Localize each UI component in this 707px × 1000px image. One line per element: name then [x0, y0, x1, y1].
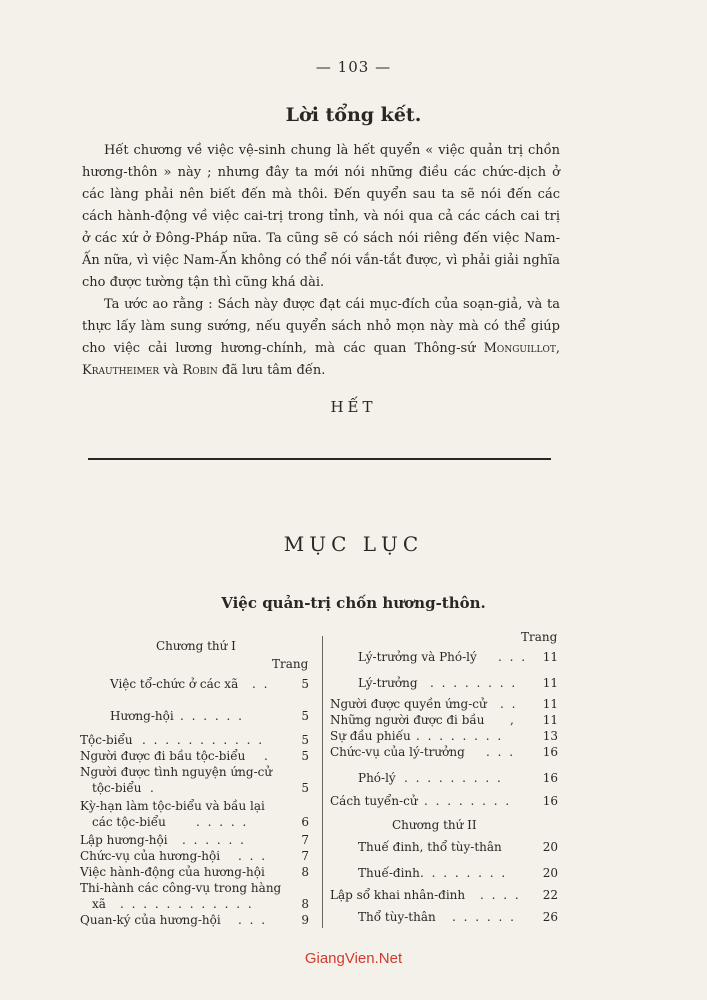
separator-2: và — [159, 363, 183, 378]
toc-page: 16 — [542, 794, 558, 808]
toc-page: 8 — [301, 865, 309, 879]
column-divider — [322, 636, 323, 928]
leader-dots: . . . . . . — [180, 709, 244, 723]
toc-entry: Chức-vụ của hương-hội — [80, 849, 221, 863]
toc-entry: Việc hành-động của hương-hội — [80, 865, 265, 879]
toc-entry: Sự đầu phiếu — [330, 729, 411, 743]
toc-entry: Những người được đi bầu — [330, 713, 485, 727]
leader-dots: , — [510, 713, 516, 727]
toc-entry: Thuế đinh, thổ tùy-thân — [358, 840, 502, 854]
toc-entry: Hương-hội — [110, 709, 174, 723]
paragraph-2-start: Ta ước ao rằng : Sách này được đạt cái mục-đích của soạn-giả, và ta thực lấy làm sung sướng, nếu quyển sách nhỏ mọn này mà có thể giúp cho việc cải lương hương-chính, mà các quan Thông-sứ — [82, 297, 560, 356]
toc-subtitle: Việc quản-trị chốn hương-thôn. — [221, 594, 486, 612]
toc-entry-cont: các tộc-biểu — [92, 815, 166, 829]
toc-entry: Người được tình nguyện ứng-cử — [80, 765, 273, 779]
toc-entry: Cách tuyển-cử — [330, 794, 418, 808]
toc-page: 13 — [542, 729, 558, 743]
toc-page: 5 — [301, 749, 309, 763]
leader-dots: . — [150, 781, 156, 795]
leader-dots: . . . . . . . . — [424, 794, 512, 808]
toc-page: 11 — [542, 650, 558, 664]
toc-page: 20 — [542, 840, 558, 854]
leader-dots: . . . — [238, 913, 268, 927]
toc-entry: Quan-ký của hương-hội — [80, 913, 221, 927]
name-robin: Robin — [182, 363, 218, 378]
toc-page: 7 — [301, 849, 309, 863]
leader-dots: . . — [500, 697, 518, 711]
toc-entry: Tộc-biểu — [80, 733, 133, 747]
toc-page: 5 — [301, 781, 309, 795]
section-heading: Lời tổng kết. — [285, 104, 422, 126]
page-column-header: Trang — [521, 630, 558, 644]
leader-dots: . . . . . . — [182, 833, 246, 847]
toc-page: 6 — [301, 815, 309, 829]
toc-page: 9 — [301, 913, 309, 927]
toc-page: 20 — [542, 866, 558, 880]
toc-page: 11 — [542, 713, 558, 727]
leader-dots: . . . . . . . . . — [404, 771, 503, 785]
toc-page: 5 — [301, 677, 309, 691]
divider-rule — [88, 458, 551, 460]
chapter-1-label: Chương thứ I — [156, 639, 236, 653]
toc-page: 11 — [542, 697, 558, 711]
leader-dots: . . . . . . . . — [420, 866, 508, 880]
paragraph-2 — [82, 294, 560, 382]
toc-entry-cont: tộc-biểu — [92, 781, 142, 795]
page-column-header: Trang — [272, 657, 309, 671]
site-watermark: GiangVien.Net — [304, 950, 403, 967]
toc-entry: Việc tổ-chức ở các xã — [110, 677, 239, 691]
leader-dots: . — [264, 749, 270, 763]
toc-entry: Lập sổ khai nhân-đinh — [330, 888, 466, 902]
conclusion-text — [82, 140, 560, 382]
separator-1: , — [555, 341, 560, 356]
leader-dots: . . . . — [480, 888, 521, 902]
leader-dots: . . . . . . — [452, 910, 516, 924]
leader-dots: . . . — [486, 745, 516, 759]
toc-page: 22 — [542, 888, 558, 902]
toc-page: 7 — [301, 833, 309, 847]
leader-dots: . . . . . — [196, 815, 249, 829]
toc-page: 5 — [301, 733, 309, 747]
leader-dots: . . . . . . . . — [430, 676, 518, 690]
toc-page: 11 — [542, 676, 558, 690]
toc-entry: Lý-trưởng — [358, 676, 418, 690]
toc-entry: Người được quyền ứng-cử — [330, 697, 487, 711]
toc-entry: Thi-hành các công-vụ trong hàng — [80, 881, 282, 895]
page-number: — 103 — — [315, 58, 392, 76]
leader-dots: . . . . . . . . . . . . — [120, 897, 254, 911]
name-monguillot: Monguillot — [483, 341, 556, 356]
toc-entry-cont: xã — [92, 897, 106, 911]
end-mark: HẾT — [330, 398, 377, 416]
chapter-2-label: Chương thứ II — [392, 818, 477, 832]
toc-entry: Người được đi bầu tộc-biểu — [80, 749, 246, 763]
toc-entry: Thuế-đinh — [358, 866, 420, 880]
toc-title: MỤC LỤC — [283, 532, 424, 556]
toc-entry: Thổ tùy-thân — [358, 910, 436, 924]
leader-dots: . . — [252, 677, 270, 691]
name-krautheimer: Krautheimer — [82, 363, 160, 378]
leader-dots: . . . . . . . . . . . — [142, 733, 265, 747]
leader-dots: . . . . . . . . — [416, 729, 504, 743]
toc-entry: Phó-lý — [358, 771, 396, 785]
toc-page: 16 — [542, 771, 558, 785]
toc-entry: Kỳ-hạn làm tộc-biểu và bầu lại — [80, 799, 265, 813]
paragraph-2-end: đã lưu tâm đến. — [217, 363, 326, 378]
toc-page: 5 — [301, 709, 309, 723]
leader-dots: . . . — [498, 650, 528, 664]
toc-page: 8 — [301, 897, 309, 911]
toc-entry: Chức-vụ của lý-trưởng — [330, 745, 465, 759]
toc-page: 16 — [542, 745, 558, 759]
toc-entry: Lập hương-hội — [80, 833, 168, 847]
toc-page: 26 — [542, 910, 558, 924]
toc-entry: Lý-trưởng và Phó-lý — [358, 650, 477, 664]
leader-dots: . . . — [238, 849, 268, 863]
paragraph-1: Hết chương về việc vệ-sinh chung là hết quyển « việc quản trị chồn hương-thôn » này ; nhưng đây ta mới nói những điều các chức-dịch ở các làng phải nên biết đến mà thôi. Đến quyển sau ta sẽ nói đến các cách hành-động về việc cai-trị trong tỉnh, và nói qua cả các cách cai trị ở các xứ ở Đông-Pháp nữa. Ta cũng sẽ có sách nói riêng đến việc Nam-Ấn nữa, vì việc Nam-Ấn không có thể nói vắn-tắt được, vì phải giải nghĩa cho được tường tận thì cũng khá dài. — [82, 143, 560, 290]
